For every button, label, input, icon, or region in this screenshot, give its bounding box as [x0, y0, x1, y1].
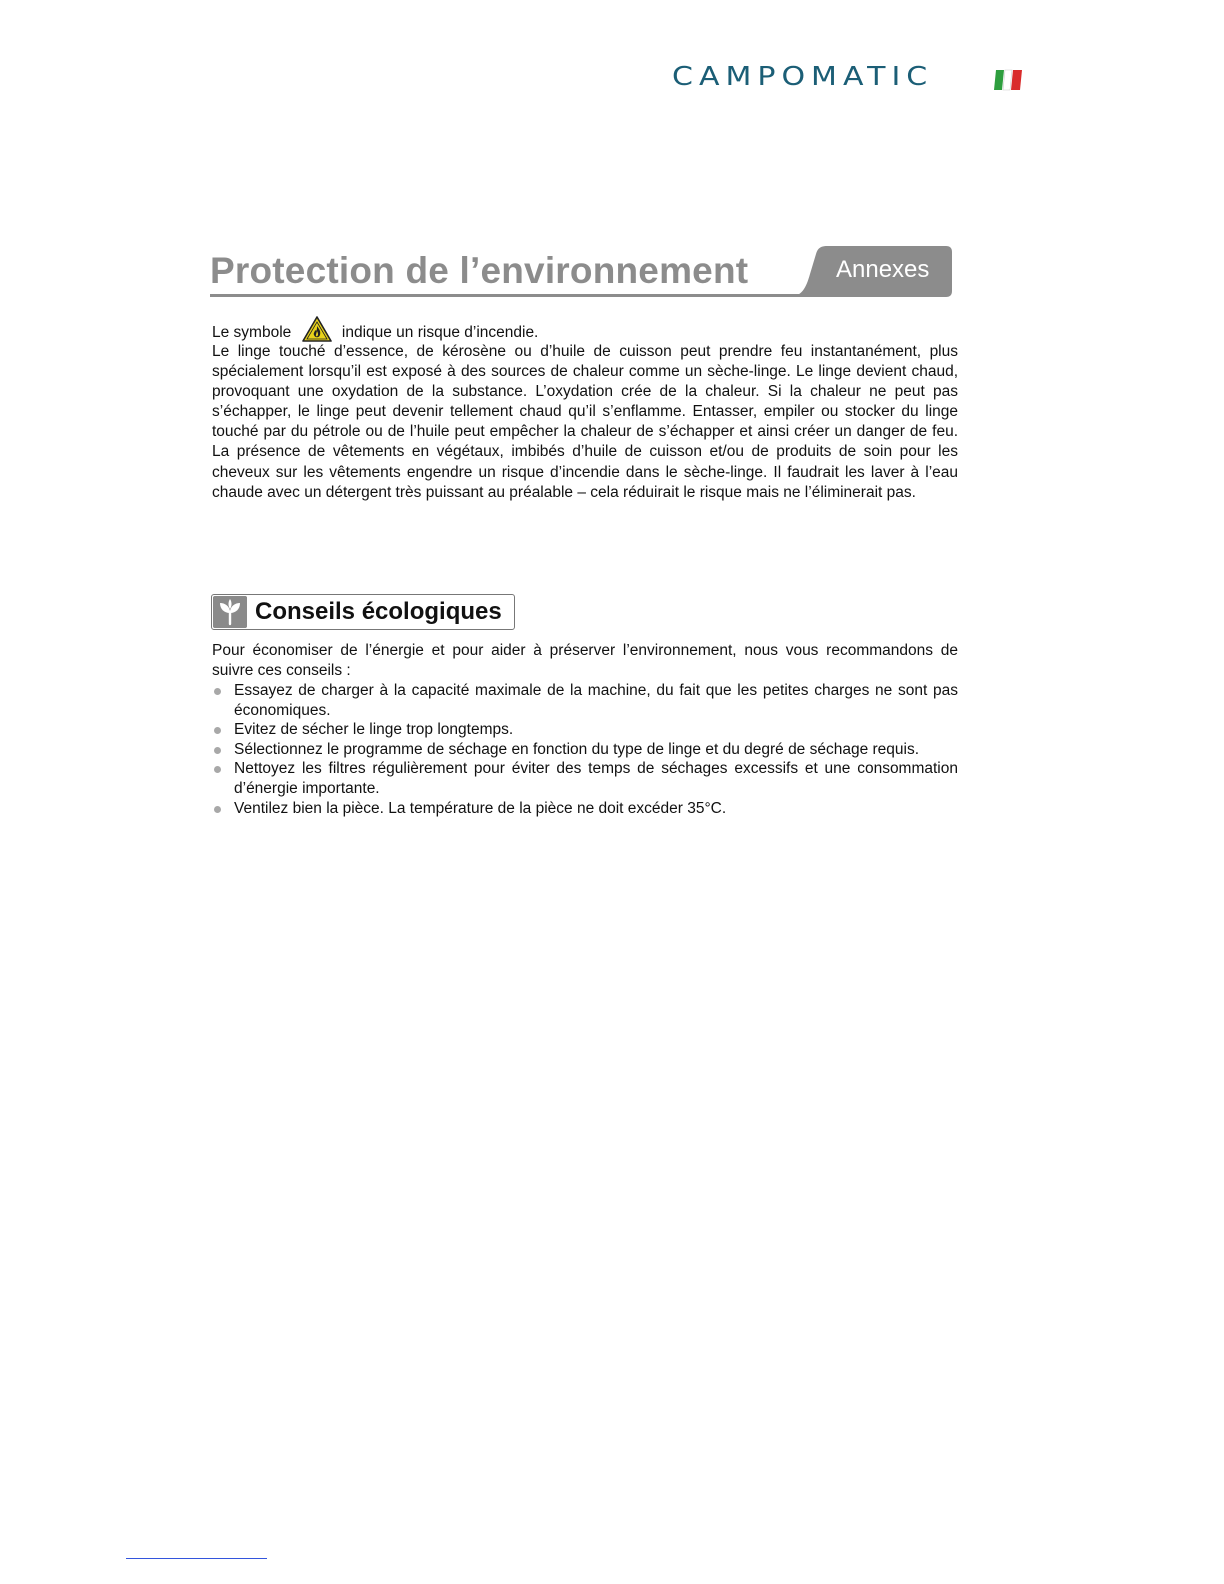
- list-item: Evitez de sécher le linge trop longtemps.: [212, 720, 958, 740]
- eco-intro-paragraph: Pour économiser de l’énergie et pour aider à préserver l’environnement, nous vous recommandons de suivre ces conseils :: [212, 642, 958, 680]
- brand-name: CAMPOMATIC: [672, 62, 934, 92]
- brand-logo: [672, 64, 1027, 96]
- bullet-icon: [214, 747, 221, 754]
- eco-tips-list: [212, 681, 958, 818]
- section-header: [210, 244, 954, 300]
- list-item: Nettoyez les filtres régulièrement pour éviter des temps de séchages excessifs et une consommation d’énergie importante.: [212, 759, 958, 798]
- italian-flag-icon: [993, 68, 1023, 92]
- bullet-icon: [214, 688, 221, 695]
- symbol-text-after: indique un risque d’incendie.: [341, 324, 539, 341]
- footer-rule: [126, 1558, 267, 1559]
- fire-risk-paragraph: Le linge touché d’essence, de kérosène ou d’huile de cuisson peut prendre feu instantanément, plus spécialement lorsqu’il est exposé à des sources de chaleur comme un sèche-linge. Le linge devient chaud, provoquant une oxydation de la substance. L’oxydation crée de la chaleur. Si la chaleur ne peut pas s’échapper, le linge peut devenir tellement chaud qu’il s’enflamme. Entasser, empiler ou stocker du linge touché par du pétrole ou de l’huile peut empêcher la chaleur de s’échapper et ainsi créer un danger de feu. La présence de vêtements en végétaux, imbibés d’huile de cuisson et/ou de produits de soin pour les cheveux sur les vêtements engendre un risque d’incendie dans le sèche-linge. Il faudrait les laver à l’eau chaude avec un détergent très puissant au préalable – cela réduirait le risque mais ne l’éliminerait pas.: [212, 343, 958, 501]
- symbol-text-before: Le symbole: [212, 324, 292, 341]
- list-item: Ventilez bien la pièce. La température de la pièce ne doit excéder 35°C.: [212, 799, 958, 819]
- bullet-icon: [214, 766, 221, 773]
- eco-tips-title: Conseils écologiques: [255, 598, 502, 625]
- page-title: Protection de l’environnement: [210, 250, 749, 291]
- annexes-tab: Annexes: [836, 256, 930, 283]
- list-item: Sélectionnez le programme de séchage en fonction du type de linge et du degré de séchage requis.: [212, 740, 958, 760]
- title-underline: [210, 294, 800, 297]
- list-item: Essayez de charger à la capacité maximale de la machine, du fait que les petites charges ne sont pas économiques.: [212, 681, 958, 720]
- eco-leaf-icon: [213, 596, 247, 628]
- eco-tips-heading: [211, 594, 515, 630]
- fire-symbol-line: [212, 320, 538, 344]
- bullet-icon: [214, 806, 221, 813]
- bullet-icon: [214, 727, 221, 734]
- fire-warning-icon: [302, 316, 332, 342]
